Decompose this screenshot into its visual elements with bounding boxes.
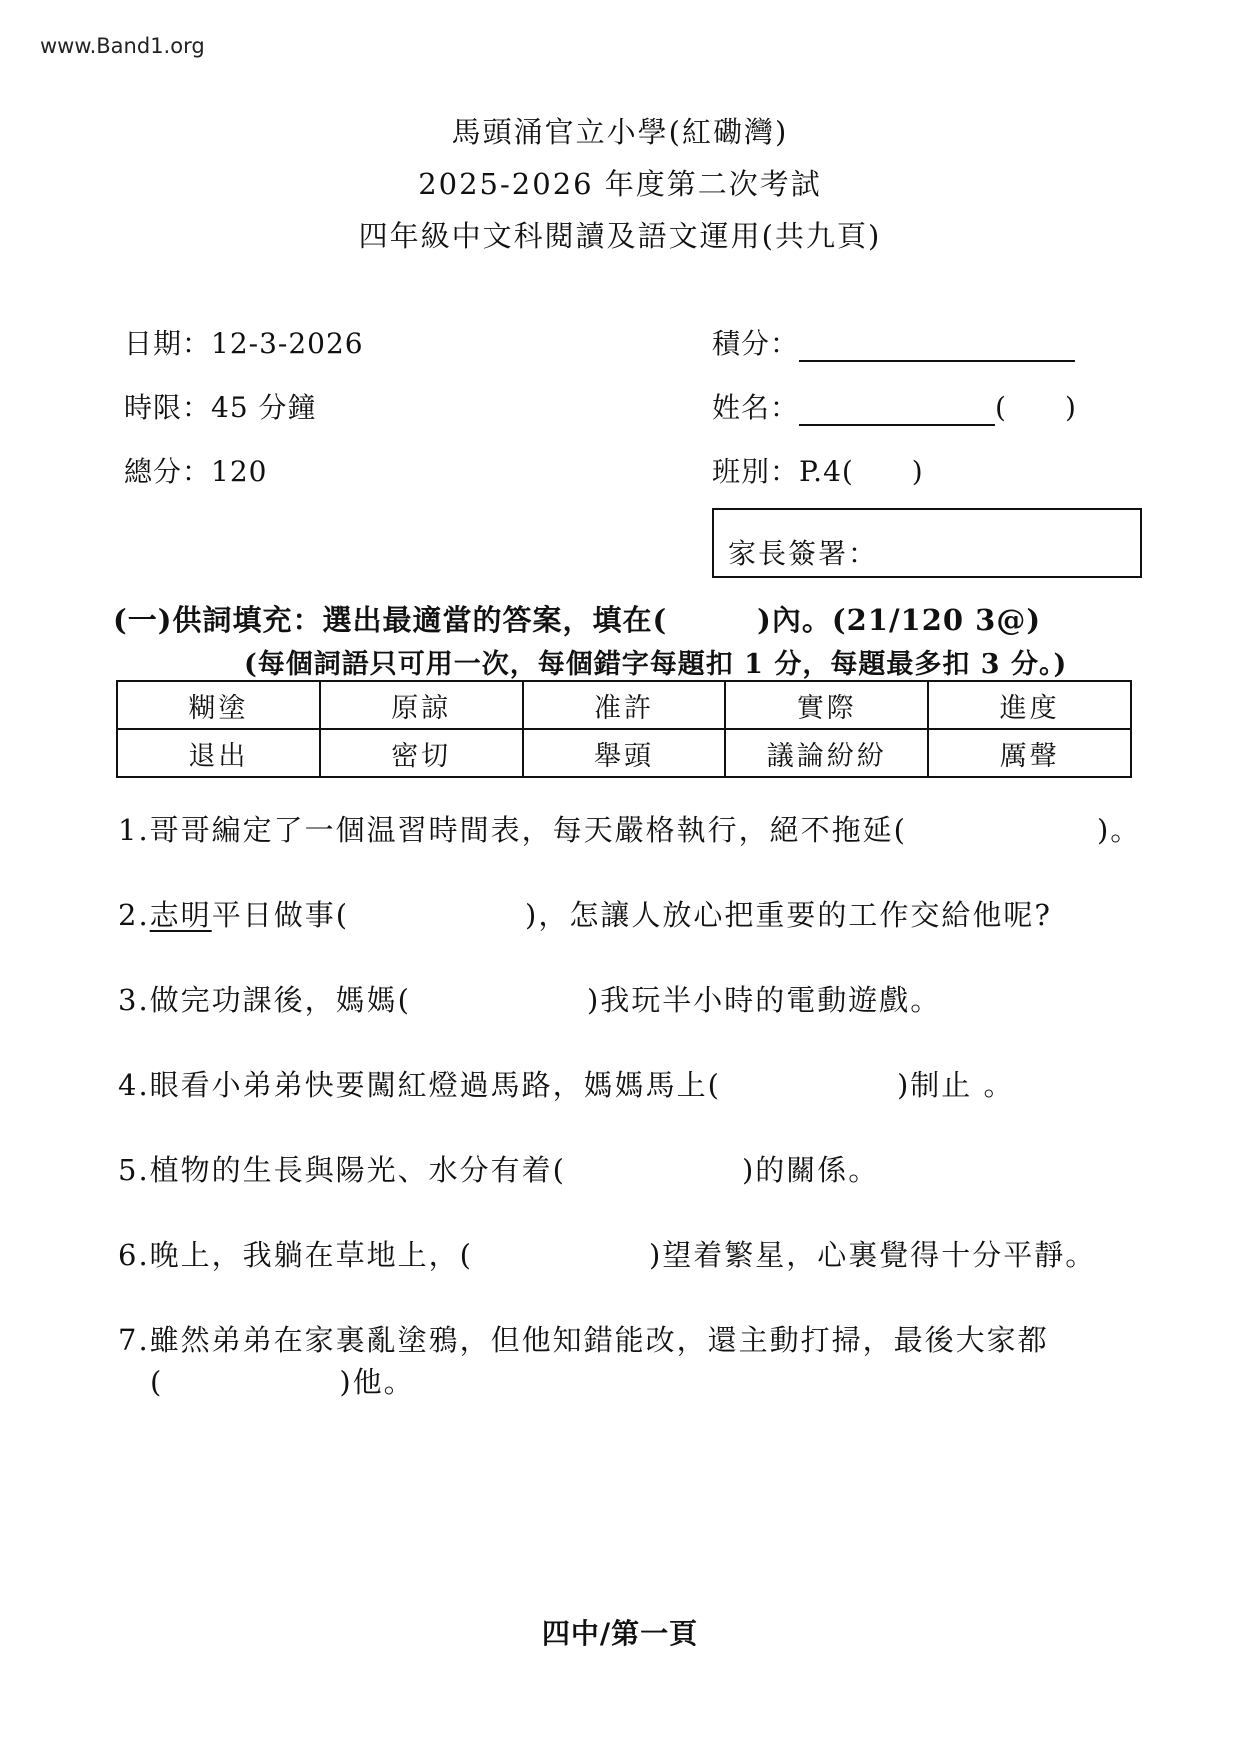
word-bank-row [117, 729, 1131, 777]
total-marks: 總分：120 [124, 455, 268, 488]
question-1 [118, 808, 1141, 849]
section-1-title: (一)供詞填充：選出最適當的答案，填在( )內。(21/120 3@) [113, 603, 1042, 637]
website-watermark: www.Band1.org [40, 34, 205, 58]
exam-date: 日期：12-3-2026 [124, 327, 364, 360]
parent-signature-box[interactable] [712, 508, 1142, 578]
word-cell: 實際 [725, 681, 928, 729]
class-field[interactable]: 班別：P.4( ) [712, 455, 924, 488]
question-3-end: )我玩半小時的電動遊戲。 [586, 983, 942, 1017]
question-5-end: )的關係。 [741, 1153, 880, 1187]
word-bank-table [116, 680, 1132, 778]
question-2-text: 平日做事( [211, 898, 350, 932]
question-5 [118, 1148, 879, 1189]
word-cell: 議論紛紛 [725, 729, 928, 777]
class-number-paren[interactable]: ( ) [995, 391, 1077, 424]
question-3-text: 3.做完功課後，媽媽( [118, 983, 411, 1017]
question-4-end: )制止 。 [896, 1068, 1015, 1102]
word-cell: 進度 [928, 681, 1131, 729]
question-1-text: 1.哥哥編定了一個温習時間表，每天嚴格執行，絕不拖延( [118, 813, 907, 847]
name-blank[interactable] [799, 390, 995, 426]
name-label: 姓名： [712, 391, 800, 424]
section-1-note: (每個詞語只可用一次，每個錯字每題扣 1 分，每題最多扣 3 分。) [244, 649, 1068, 680]
question-7 [118, 1318, 1049, 1359]
question-2-end: )，怎讓人放心把重要的工作交給他呢? [525, 898, 1052, 932]
page-footer: 四中/第一頁 [541, 1617, 699, 1650]
question-1-end: )。 [1096, 813, 1142, 847]
score-blank[interactable] [799, 326, 1075, 362]
question-6-text: 6.晚上，我躺在草地上，( [118, 1238, 473, 1272]
word-cell: 舉頭 [523, 729, 726, 777]
score-label: 積分： [712, 327, 800, 360]
question-2 [118, 893, 1052, 934]
subject-title: 四年級中文科閱讀及語文運用(共九頁) [358, 219, 882, 253]
question-7-end: )他。 [339, 1365, 415, 1399]
word-cell: 厲聲 [928, 729, 1131, 777]
word-cell: 糊塗 [117, 681, 320, 729]
question-6 [118, 1233, 1096, 1274]
exam-title: 2025-2026 年度第二次考試 [418, 167, 822, 201]
question-3 [118, 978, 941, 1019]
question-6-end: )望着繁星，心裏覺得十分平靜。 [648, 1238, 1097, 1272]
question-7-line-2 [150, 1360, 415, 1401]
question-7-text: 7.雖然弟弟在家裏亂塗鴉，但他知錯能改，還主動打掃，最後大家都 [118, 1323, 1049, 1357]
word-cell: 准許 [523, 681, 726, 729]
score-field [712, 322, 1075, 362]
question-5-text: 5.植物的生長與陽光、水分有着( [118, 1153, 566, 1187]
word-cell: 退出 [117, 729, 320, 777]
question-7-open-paren: ( [150, 1365, 164, 1399]
school-name: 馬頭涌官立小學(紅磡灣) [451, 115, 789, 149]
name-field [712, 386, 1077, 426]
word-cell: 密切 [320, 729, 523, 777]
word-bank-row [117, 681, 1131, 729]
question-4-text: 4.眼看小弟弟快要闖紅燈過馬路，媽媽馬上( [118, 1068, 721, 1102]
word-cell: 原諒 [320, 681, 523, 729]
time-limit: 時限：45 分鐘 [124, 391, 317, 424]
question-2-number: 2. [118, 898, 150, 932]
question-4 [118, 1063, 1015, 1104]
signature-label: 家長簽署： [728, 537, 879, 570]
proper-name-underlined: 志明 [149, 898, 212, 932]
